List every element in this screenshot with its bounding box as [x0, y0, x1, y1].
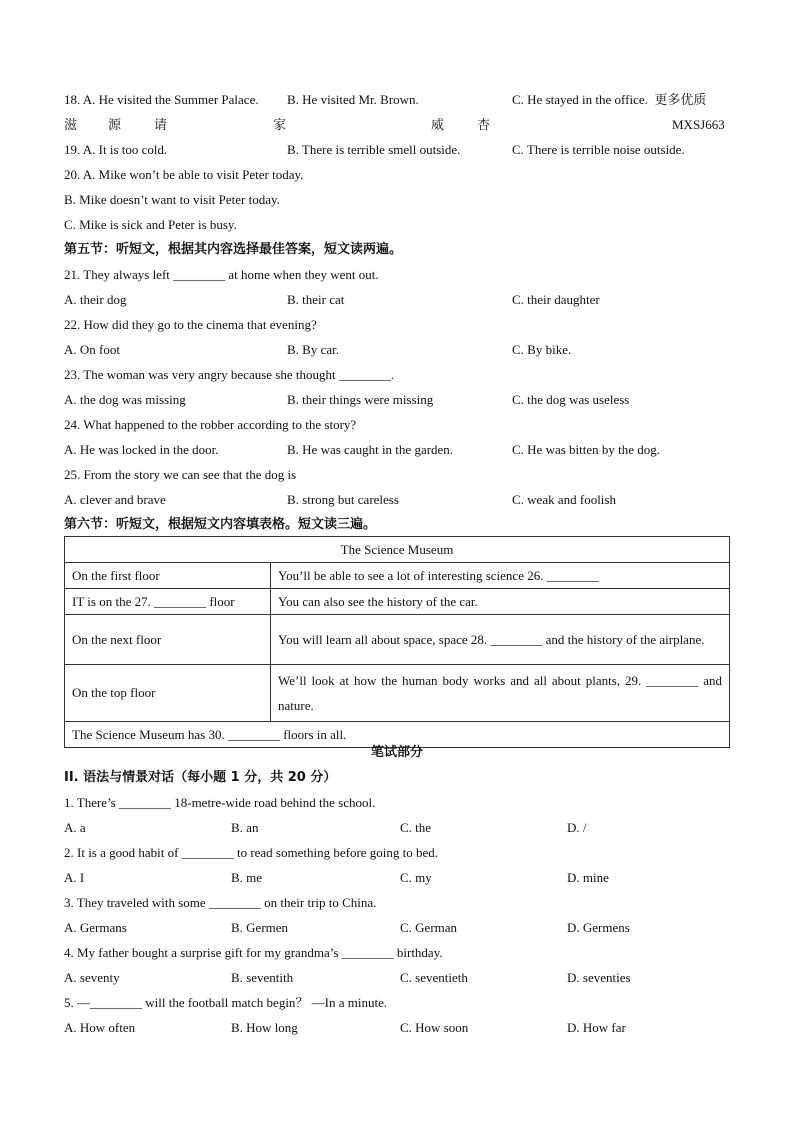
table-cell-left: On the next floor	[65, 615, 271, 665]
q19-option-b: B. There is terrible smell outside.	[287, 142, 461, 157]
q23-stem: 23. The woman was very angry because she thought ________.	[64, 367, 395, 382]
written-part-title: 笔试部分	[370, 745, 423, 760]
q18-option-a: 18. A. He visited the Summer Palace.	[64, 92, 259, 107]
section2-heading: II. 语法与情景对话（每小题 1 分，共 20 分）	[64, 770, 337, 785]
grammar-q2-option-c: C. my	[400, 870, 432, 885]
q20-option-b: B. Mike doesn’t want to visit Peter today.	[64, 192, 280, 207]
table-footer: The Science Museum has 30. ________ floors in all.	[65, 722, 730, 748]
watermark-text: 更多优质	[654, 92, 707, 107]
section5-heading: 第五节：听短文，根据其内容选择最佳答案，短文读两遍。	[64, 242, 403, 257]
grammar-q2-option-d: D. mine	[567, 870, 609, 885]
q20-option-c: C. Mike is sick and Peter is busy.	[64, 217, 237, 232]
q22-option-b: B. By car.	[287, 342, 339, 357]
grammar-q5-option-c: C. How soon	[400, 1020, 469, 1035]
grammar-q4-option-a: A. seventy	[64, 970, 120, 985]
grammar-q3-option-d: D. Germens	[567, 920, 630, 935]
grammar-q3-stem: 3. They traveled with some ________ on their trip to China.	[64, 895, 377, 910]
q19-option-a: 19. A. It is too cold.	[64, 142, 168, 157]
grammar-q4-option-d: D. seventies	[567, 970, 631, 985]
table-cell-right: You can also see the history of the car.	[271, 589, 730, 615]
watermark-code: MXSJ663	[672, 117, 725, 132]
table-cell-left: On the top floor	[65, 665, 271, 722]
q24-option-b: B. He was caught in the garden.	[287, 442, 454, 457]
grammar-q1-option-c: C. the	[400, 820, 432, 835]
grammar-q3-option-a: A. Germans	[64, 920, 127, 935]
q21-option-a: A. their dog	[64, 292, 127, 307]
q22-option-a: A. On foot	[64, 342, 120, 357]
q19-option-c: C. There is terrible noise outside.	[512, 142, 685, 157]
grammar-q2-stem: 2. It is a good habit of ________ to read something before going to bed.	[64, 845, 439, 860]
grammar-q1-stem: 1. There’s ________ 18-metre-wide road behind the school.	[64, 795, 376, 810]
q20-option-a: 20. A. Mike won’t be able to visit Peter today.	[64, 167, 304, 182]
table-cell-left: IT is on the 27. ________ floor	[65, 589, 271, 615]
grammar-q1-option-d: D. /	[567, 820, 587, 835]
q22-option-c: C. By bike.	[512, 342, 572, 357]
grammar-q2-option-b: B. me	[231, 870, 263, 885]
q25-option-c: C. weak and foolish	[512, 492, 616, 507]
q21-stem: 21. They always left ________ at home when they went out.	[64, 267, 379, 282]
q18-option-b: B. He visited Mr. Brown.	[287, 92, 419, 107]
grammar-q3-option-b: B. Germen	[231, 920, 289, 935]
table-cell-right: You will learn all about space, space 28. ________ and the history of the airplane.	[271, 615, 730, 665]
q23-option-a: A. the dog was missing	[64, 392, 186, 407]
grammar-q5-option-d: D. How far	[567, 1020, 626, 1035]
watermark-char: 杏	[477, 117, 491, 132]
q24-stem: 24. What happened to the robber according to the story?	[64, 417, 357, 432]
q21-option-c: C. their daughter	[512, 292, 600, 307]
science-museum-table	[64, 536, 730, 748]
watermark-char: 威	[431, 117, 445, 132]
q25-option-b: B. strong but careless	[287, 492, 399, 507]
grammar-q5-option-b: B. How long	[231, 1020, 298, 1035]
grammar-q2-option-a: A. I	[64, 870, 85, 885]
watermark-char: 滋	[64, 117, 78, 132]
table-title: The Science Museum	[65, 537, 730, 563]
grammar-q4-option-c: C. seventieth	[400, 970, 468, 985]
q23-option-b: B. their things were missing	[287, 392, 434, 407]
table-cell-right: We’ll look at how the human body works and all about plants, 29. ________ and nature.	[271, 665, 730, 722]
grammar-q5-option-a: A. How often	[64, 1020, 136, 1035]
q25-stem: 25. From the story we can see that the dog is	[64, 467, 297, 482]
grammar-q5-stem: 5. —________ will the football match begin？ —In a minute.	[64, 995, 388, 1010]
q22-stem: 22. How did they go to the cinema that evening?	[64, 317, 317, 332]
q24-option-c: C. He was bitten by the dog.	[512, 442, 661, 457]
q21-option-b: B. their cat	[287, 292, 345, 307]
table-cell-left: On the first floor	[65, 563, 271, 589]
watermark-char: 请	[154, 117, 168, 132]
q24-option-a: A. He was locked in the door.	[64, 442, 219, 457]
q18-option-c-text: C. He stayed in the office.	[512, 92, 648, 107]
q25-option-a: A. clever and brave	[64, 492, 166, 507]
grammar-q1-option-b: B. an	[231, 820, 259, 835]
grammar-q3-option-c: C. German	[400, 920, 458, 935]
q23-option-c: C. the dog was useless	[512, 392, 630, 407]
grammar-q4-stem: 4. My father bought a surprise gift for my grandma’s ________ birthday.	[64, 945, 443, 960]
table-cell-right: You’ll be able to see a lot of interesting science 26. ________	[271, 563, 730, 589]
grammar-q4-option-b: B. seventith	[231, 970, 294, 985]
watermark-char: 源	[108, 117, 122, 132]
watermark-char: 家	[273, 117, 287, 132]
section6-heading: 第六节：听短文，根据短文内容填表格。短文读三遍。	[64, 517, 377, 532]
q18-option-c	[512, 92, 706, 108]
grammar-q1-option-a: A. a	[64, 820, 86, 835]
